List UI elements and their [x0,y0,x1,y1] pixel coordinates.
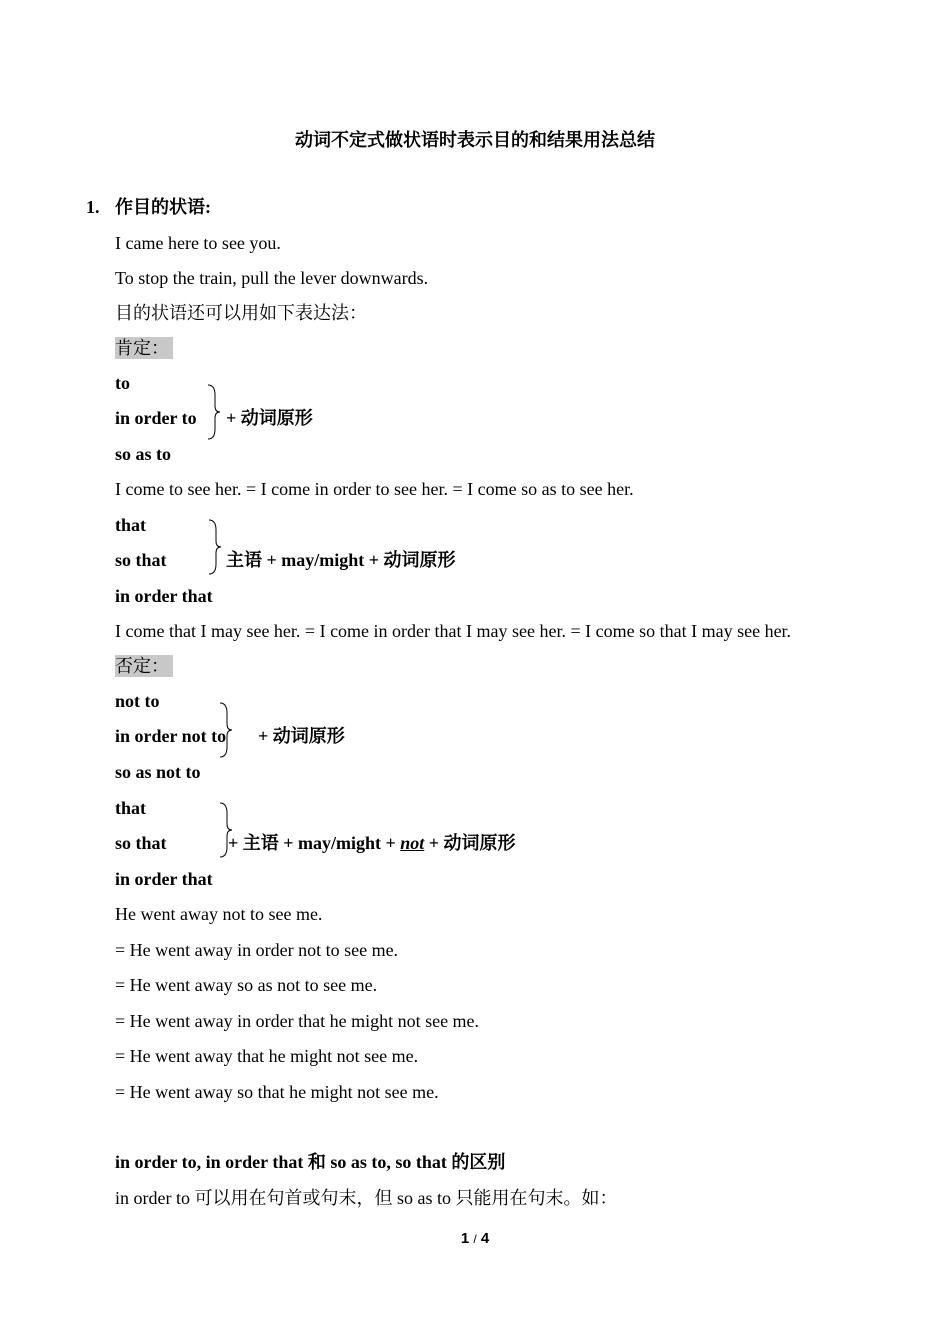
example-line: I came here to see you. [115,233,281,253]
example-line: = He went away in order not to see me. [115,940,399,960]
page-current: 1 [460,1230,470,1247]
alt-intro: 目的状语还可以用如下表达法： [115,303,367,323]
page-number [0,1230,950,1247]
page-total: 4 [480,1230,490,1247]
pattern-item: that [115,798,146,818]
pattern-rule: + 动词原形 [258,726,345,746]
difference-text: in order to 可以用在句首或句末，但 so as to 只能用在句末。如： [115,1188,618,1208]
brace-icon [217,701,235,759]
pattern-item: in order that [115,586,213,606]
example-line: = He went away that he might not see me. [115,1046,419,1066]
example-line: = He went away so as not to see me. [115,975,378,995]
pattern-item: that [115,515,146,535]
rule-not: not [400,833,425,853]
example-line: = He went away in order that he might not see me. [115,1011,480,1031]
pattern-item: so that [115,550,167,570]
section-number: 1. [86,197,100,217]
pattern-item: in order to [115,408,197,428]
affirmative-label: 肯定： [115,337,173,359]
pattern-item: in order that [115,869,213,889]
example-line: = He went away so that he might not see me. [115,1082,439,1102]
example-line: To stop the train, pull the lever downwards. [115,268,429,288]
pattern-item: in order not to [115,726,227,746]
rule-pre: + 主语 + may/might + [228,833,401,853]
pattern-item: so that [115,833,167,853]
example-line: I come to see her. = I come in order to see her. = I come so as to see her. [115,479,634,499]
pattern-item: so as not to [115,762,201,782]
section-heading: 作目的状语: [115,197,211,217]
brace-icon [206,518,224,576]
page-separator: / [473,1232,477,1246]
pattern-item: to [115,373,130,393]
page-title: 动词不定式做状语时表示目的和结果用法总结 [295,130,655,150]
pattern-item: so as to [115,444,172,464]
example-line: He went away not to see me. [115,904,323,924]
negative-label: 否定： [115,655,173,677]
pattern-rule: 主语 + may/might + 动词原形 [226,550,456,570]
example-line: I come that I may see her. = I come in order that I may see her. = I come so that I may see her. [115,621,792,641]
pattern-rule [228,832,516,854]
difference-heading: in order to, in order that 和 so as to, so that 的区别 [115,1152,506,1172]
pattern-rule: + 动词原形 [226,408,313,428]
pattern-item: not to [115,691,160,711]
brace-icon [205,383,223,441]
rule-post: + 动词原形 [424,833,516,853]
